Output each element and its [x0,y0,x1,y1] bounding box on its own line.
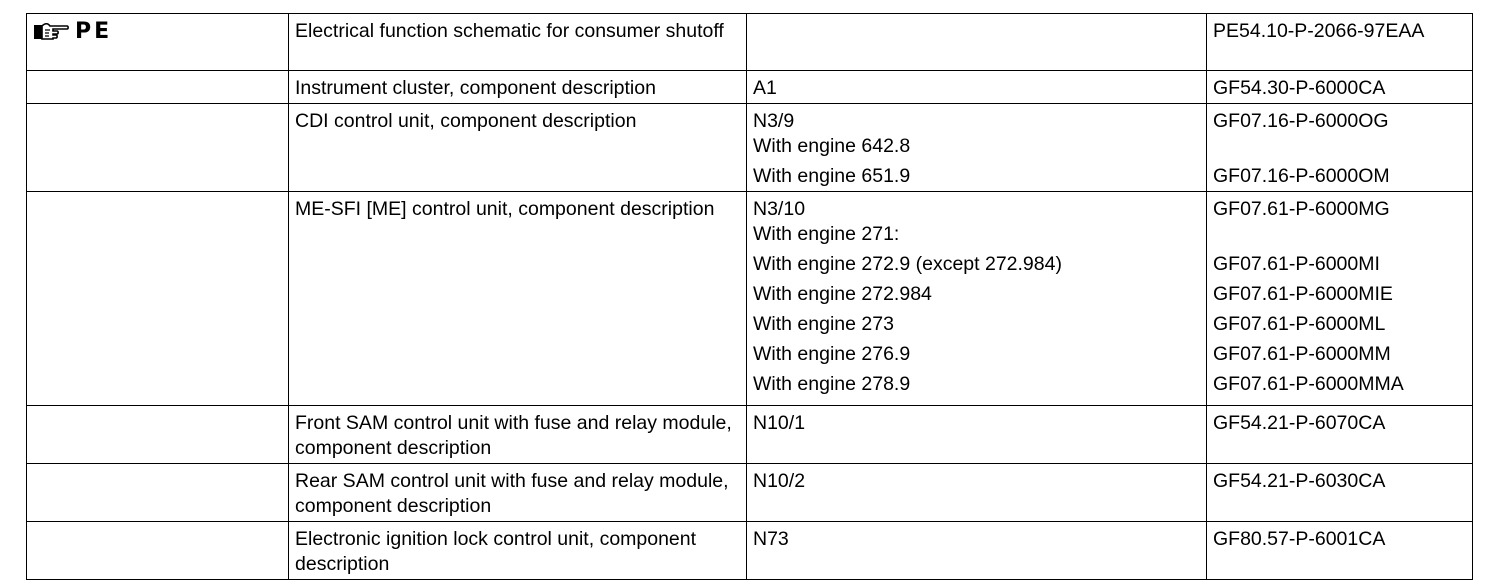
marker-cell [27,192,289,406]
marker-cell [27,104,289,192]
code-cell [747,406,1207,464]
description-cell [289,522,747,580]
reference-cell [1207,406,1473,464]
reference-cell [1207,522,1473,580]
reference-cell [1207,464,1473,522]
table-row [27,104,1473,192]
description-text: Electronic ignition lock control unit, component description [295,528,697,575]
document-reference: PE54.10-P-2066-97EAA [1213,20,1425,42]
code-cell [747,192,1207,406]
description-text: Electrical function schematic for consumer shutoff [295,20,724,42]
description-cell [289,104,747,192]
table-row [27,14,1473,71]
engine-variant: With engine 272.9 (except 272.984) [753,253,1062,275]
reference-cell [1207,71,1473,104]
description-cell [289,192,747,406]
code-text: N10/2 [753,470,806,492]
table-row [27,192,1473,406]
engine-variant: With engine 651.9 [753,165,911,187]
code-text: N10/1 [753,412,806,434]
engine-variant: With engine 278.9 [753,373,911,395]
description-text: Front SAM control unit with fuse and relay module, component description [295,412,732,459]
marker-cell [27,522,289,580]
engine-variant: With engine 272.984 [753,283,932,305]
table-row [27,71,1473,104]
pointing-hand-icon [33,21,69,43]
code-text: N73 [753,528,789,550]
code-text: A1 [753,77,777,99]
engine-variant: With engine 276.9 [753,343,911,365]
engine-variant: With engine 271: [753,223,900,245]
code-cell [747,14,1207,71]
code-cell [747,71,1207,104]
engine-variant: With engine 642.8 [753,135,911,157]
document-reference: GF07.61-P-6000MG [1213,198,1390,220]
code-cell [747,522,1207,580]
table-row [27,406,1473,464]
document-reference: GF07.16-P-6000OM [1213,165,1390,187]
table-row [27,464,1473,522]
description-cell [289,71,747,104]
document-reference: GF07.61-P-6000MMA [1213,373,1404,395]
document-reference: GF07.61-P-6000MI [1213,253,1380,275]
reference-cell [1207,192,1473,406]
description-text: Rear SAM control unit with fuse and relay module, component description [295,470,729,517]
code-cell [747,104,1207,192]
code-cell [747,464,1207,522]
document-reference: GF07.61-P-6000ML [1213,313,1386,335]
description-text: CDI control unit, component description [295,110,637,132]
pe-marker [33,19,282,44]
pe-label: PE [75,19,113,44]
marker-cell [27,14,289,71]
document-reference: GF07.16-P-6000OG [1213,110,1389,132]
document-reference: GF54.21-P-6030CA [1213,470,1386,492]
reference-cell [1207,104,1473,192]
marker-cell [27,71,289,104]
description-text: Instrument cluster, component description [295,77,656,99]
document-reference: GF80.57-P-6001CA [1213,528,1386,550]
description-cell [289,14,747,71]
document-reference: GF54.30-P-6000CA [1213,77,1386,99]
document-reference: GF07.61-P-6000MIE [1213,283,1393,305]
marker-cell [27,464,289,522]
document-reference: GF54.21-P-6070CA [1213,412,1386,434]
code-text: N3/10 [753,198,806,220]
code-text: N3/9 [753,110,795,132]
description-cell [289,406,747,464]
description-cell [289,464,747,522]
reference-table [26,13,1473,580]
document-reference: GF07.61-P-6000MM [1213,343,1391,365]
reference-cell [1207,14,1473,71]
description-text: ME-SFI [ME] control unit, component description [295,198,715,220]
marker-cell [27,406,289,464]
engine-variant: With engine 273 [753,313,894,335]
table-row [27,522,1473,580]
